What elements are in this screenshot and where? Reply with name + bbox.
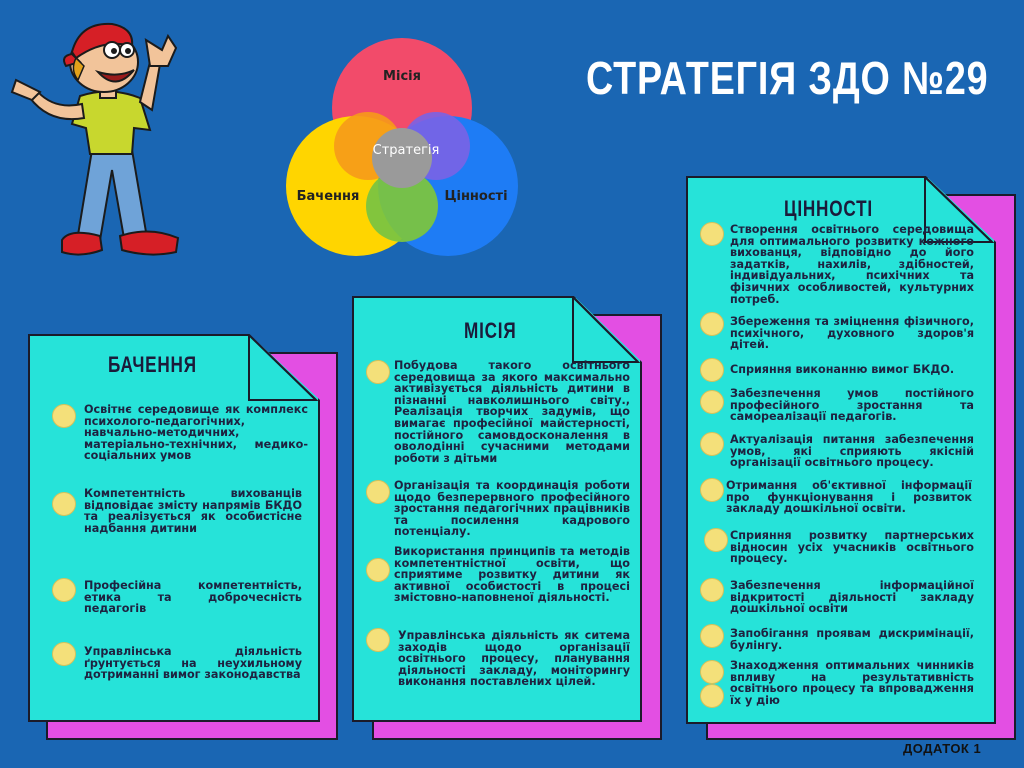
venn-label-strategy: Стратегія bbox=[372, 143, 440, 158]
values-item: Забезпечення інформаційної відкритості діяльності закладу дошкільної освіти bbox=[730, 579, 974, 616]
vision-item: Управлінська діяльність ґрунтується на неухильному дотриманні вимог законодавства bbox=[84, 645, 302, 682]
bullet-icon bbox=[704, 528, 728, 552]
bullet-icon bbox=[700, 578, 724, 602]
bullet-icon bbox=[700, 684, 724, 708]
values-item: Знаходження оптимальних чинників впливу на результативність освітнього процесу та впровадження їх у дію bbox=[730, 659, 974, 707]
venn-label-values: Цінності bbox=[444, 189, 508, 204]
mission-item: Побудова такого освітнього середовища за якого максимально активізується діяльність дитини в пізнанні навколишнього світу., Реалізація творчих задумів, що вимагає професійної майстерності, постійного самовдосконалення в оволодінні сучасними методами роботи з дітьми bbox=[394, 359, 630, 465]
vision-item: Професійна компетентність, етика та доброчесність педагогів bbox=[84, 579, 302, 616]
mission-item: Організація та координація роботи щодо безперервного професійного зростання педагогічних працівників та посилення кадрового потенціалу. bbox=[394, 479, 630, 539]
mission-item: Управлінська діяльність як ситема заходів щодо організації освітнього процесу, планування діяльності закладу, моніторингу виконання поставлених цілей. bbox=[398, 629, 630, 689]
values-item: Забезпечення умов постійного професійного зростання та самореалізації педагогів. bbox=[730, 387, 974, 424]
page-title: СТРАТЕГІЯ ЗДО №29 bbox=[586, 52, 989, 104]
bullet-icon bbox=[366, 558, 390, 582]
bullet-icon bbox=[52, 404, 76, 428]
bullet-icon bbox=[700, 660, 724, 684]
bullet-icon bbox=[700, 358, 724, 382]
values-card-title: ЦІННОСТІ bbox=[784, 196, 873, 221]
bullet-icon bbox=[366, 480, 390, 504]
vision-item: Освітнє середовище як комплекс психолого-педагогічних, навчально-методичних, матеріально-технічних, медико-соціальних умов bbox=[84, 403, 308, 463]
values-item: Запобігання проявам дискримінації, булінгу. bbox=[730, 627, 974, 652]
values-item: Створення освітнього середовища для оптимального розвитку кожного вихованця, відповідно до його задатків, нахилів, здібностей, індивідуальних, психічних та фізичних особливостей, культурних потреб. bbox=[730, 223, 974, 306]
bullet-icon bbox=[52, 578, 76, 602]
values-item: Збереження та зміцнення фізичного, психічного, духовного здоров'я дітей. bbox=[730, 315, 974, 352]
values-item: Актуалізація питання забезпечення умов, які сприяють якісній організації освітнього процесу. bbox=[730, 433, 974, 470]
vision-card-title: БАЧЕННЯ bbox=[108, 352, 197, 377]
bullet-icon bbox=[52, 492, 76, 516]
bullet-icon bbox=[366, 628, 390, 652]
bullet-icon bbox=[700, 390, 724, 414]
mission-card-fold bbox=[572, 296, 642, 366]
venn-label-mission: Місія bbox=[383, 69, 421, 84]
bullet-icon bbox=[700, 312, 724, 336]
appendix-label: ДОДАТОК 1 bbox=[903, 741, 982, 756]
bullet-icon bbox=[700, 624, 724, 648]
mission-card-title: МІСІЯ bbox=[464, 318, 517, 343]
bullet-icon bbox=[700, 432, 724, 456]
mission-item: Використання принципів та методів компетентністної освіти, що сприятиме розвитку дитини як активної особистості в процесі змістовно-наповненої діяльності. bbox=[394, 545, 630, 605]
bullet-icon bbox=[52, 642, 76, 666]
bullet-icon bbox=[366, 360, 390, 384]
values-item: Отримання об'єктивної інформації про функціонування і розвиток закладу дошкільної освіти. bbox=[726, 479, 972, 516]
values-item: Сприяння виконанню вимог БКДО. bbox=[730, 363, 955, 376]
vision-card-fold bbox=[248, 334, 318, 404]
values-item: Сприяння розвитку партнерських відносин усіх учасників освітнього процесу. bbox=[730, 529, 974, 566]
vision-item: Компетентність вихованців відповідає змісту напрямів БКДО та реалізується як особистісне надбання дитини bbox=[84, 487, 302, 535]
bullet-icon bbox=[700, 478, 724, 502]
venn-label-vision: Бачення bbox=[296, 189, 360, 204]
bullet-icon bbox=[700, 222, 724, 246]
